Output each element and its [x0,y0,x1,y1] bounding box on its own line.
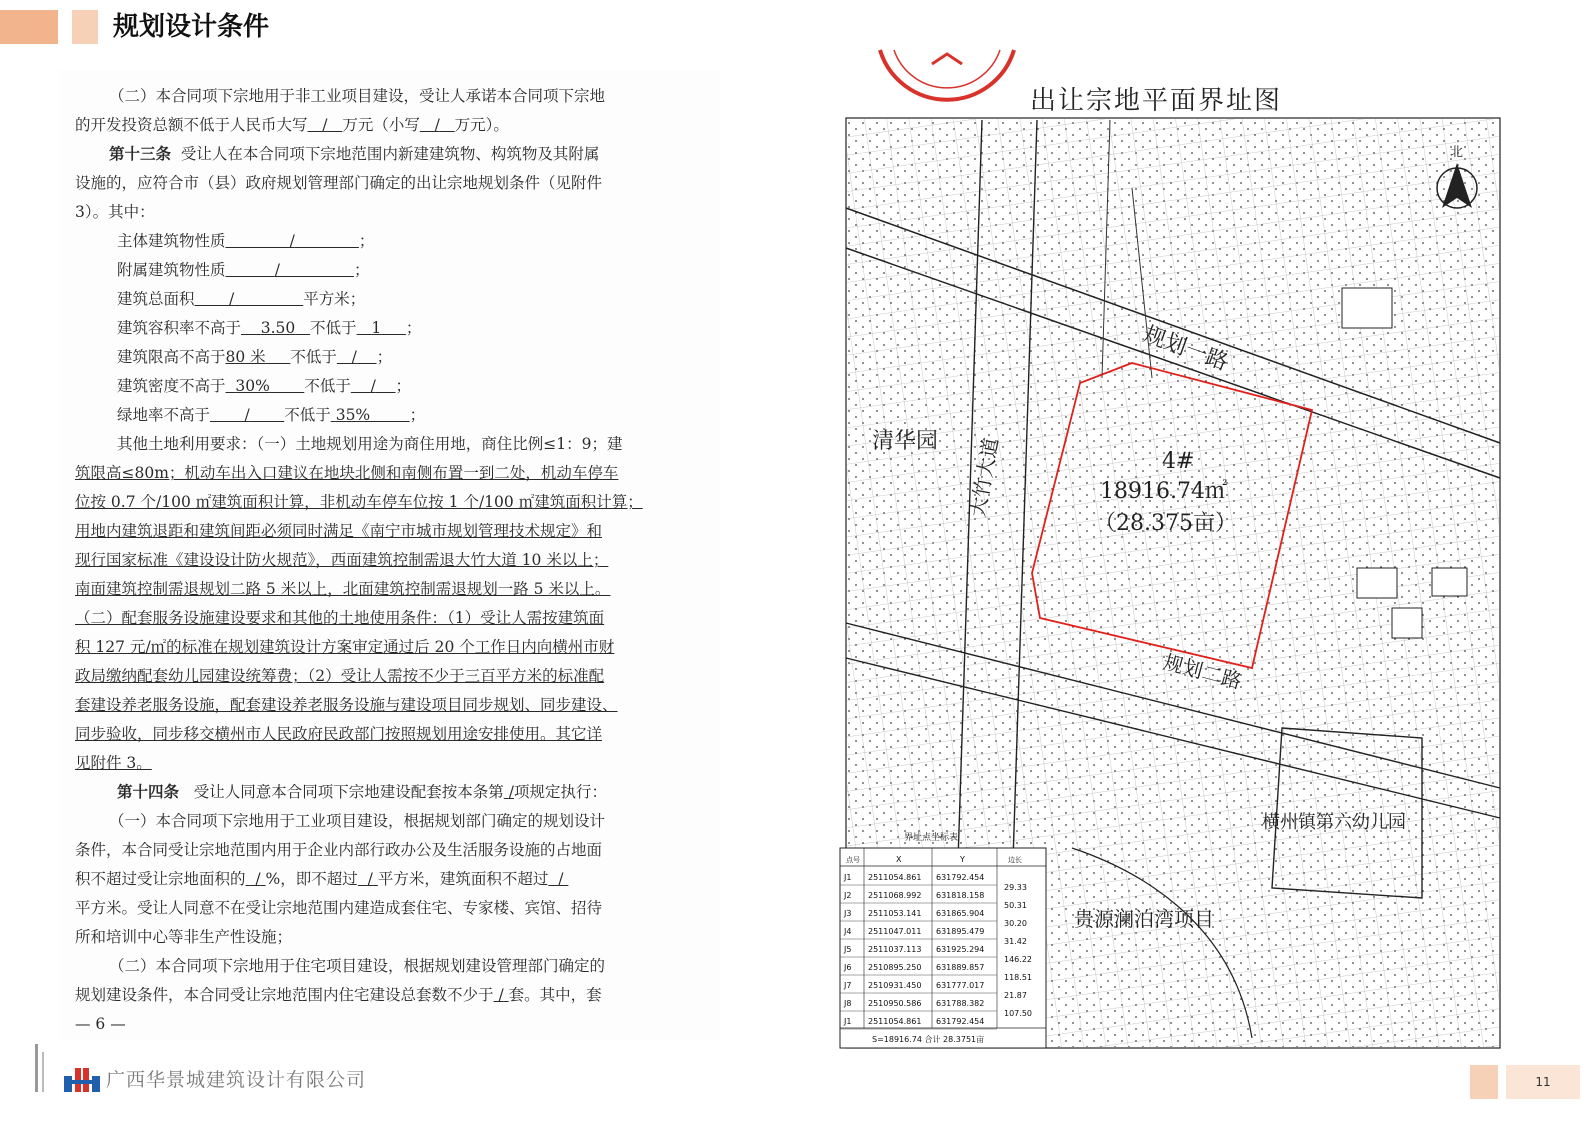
other-req-line8: 积 127 元/㎡的标准在规划建筑设计方案审定通过后 20 个工作日内向横州市财 [75,638,615,656]
blank [195,290,304,308]
table-header-point: 点号 [846,856,860,864]
semicolon: ； [405,319,422,337]
table-cell: J5 [844,945,852,954]
height-row [75,343,705,372]
page-title: 规划设计条件 [113,12,270,42]
blank-value: / [367,870,373,888]
header-accent-bar [0,10,58,44]
table-cell: 2511053.141 [868,909,922,918]
value [226,377,305,395]
blank-value: / [322,116,328,134]
edge-length: 107.50 [1004,1009,1032,1018]
main-nature-row [75,227,705,256]
blank [337,348,377,366]
blank [226,232,359,250]
para-2-line1: （二）本合同项下宗地用于非工业项目建设，受让人承诺本合同项下宗地 [109,87,606,105]
table-cell: 631777.017 [936,981,985,990]
table-cell: J6 [844,963,852,972]
header-accent-square [72,10,98,44]
semicolon: ； [395,377,412,395]
table-cell: J2 [844,891,852,900]
value [226,348,291,366]
other-req-line9: 政局缴纳配套幼儿园建设统筹费；（2）受让人需按不少于三百平方米的标准配 [75,667,605,685]
article-14-line2: （一）本合同项下宗地用于工业项目建设，根据规划部门确定的规划设计 [109,812,606,830]
table-cell: 2510950.586 [868,999,922,1008]
far-row [75,314,705,343]
table-cell: 631818.158 [936,891,985,900]
table-cell: 2510931.450 [868,981,922,990]
blank-value: / [508,783,514,801]
blank [210,406,284,424]
semicolon: ； [353,261,370,279]
label: 附属建筑物性质 [117,261,226,279]
label: 建筑限高不高于 [117,348,226,366]
article-14-heading: 第十四条 [117,783,180,801]
article-14-line1 [75,778,705,807]
table-cell: 631792.454 [936,1017,985,1026]
table-cell: 2511054.861 [868,1017,922,1026]
edge-length: 31.42 [1004,937,1027,946]
label: 不低于 [310,319,357,337]
value [331,406,410,424]
article-14-line8 [75,981,705,1010]
table-cell: 2510895.250 [868,963,922,972]
other-req-line3: 位按 0.7 个/100 ㎡建筑面积计算，非机动车停车位按 1 个/100 ㎡建筑面积计算； [75,493,643,511]
green-min: 35% [335,406,371,424]
edge-length: 146.22 [1004,955,1032,964]
semicolon: ； [349,290,366,308]
article-13-line2: 设施的，应符合市（县）政府规划管理部门确定的出让宗地规划条件（见附件 [75,174,603,192]
footer-divider [42,1052,44,1092]
text: 受让人在本合同项下宗地范围内新建建筑物、构筑物及其附属 [180,145,600,163]
text: 项规定执行： [513,783,607,801]
kindergarten-label: 横州镇第六幼儿园 [1262,812,1406,833]
footer-divider [35,1044,38,1092]
table-cell: 631788.382 [936,999,985,1008]
table-cell: 631895.479 [936,927,985,936]
article-14-line3: 条件，本合同受让宗地范围内用于企业内部行政办公及生活服务设施的占地面 [75,841,603,859]
blank [358,870,378,888]
text: 受让人同意本合同项下宗地建设配套按本条第 [193,783,504,801]
building [1357,568,1397,598]
blank-value: / [434,116,440,134]
road-2-label: 规划二路 [1160,649,1245,694]
blank-value: / [558,870,564,888]
table-cell: J7 [844,981,852,990]
north-label: 北 [1450,145,1464,160]
article-14-line5: 平方米。受让人同意不在受让宗地范围内建造成套住宅、专家楼、宾馆、招待 [75,899,603,917]
table-cell: J1 [844,873,852,882]
table-cell: J4 [844,927,852,936]
table-title: 界址点坐标表 [904,833,959,843]
contract-text [75,82,705,1039]
company-logo-icon [64,1064,100,1092]
table-cell: 631889.857 [936,963,985,972]
parcel-id: 4# [1162,449,1195,474]
article-14-line7: （二）本合同项下宗地用于住宅项目建设，根据规划建设管理部门确定的 [109,957,606,975]
other-req-line2: 筑限高≤80m；机动车出入口建议在地块北侧和南侧布置一到二处，机动车停车 [75,464,619,482]
label: 建筑容积率不高于 [117,319,242,337]
value [241,319,310,337]
unit: 平方米 [303,290,350,308]
density-max: 30% [235,377,270,395]
other-req-line1: 其他土地利用要求：（一）土地规划用途为商住用地，商住比例≤1：9；建 [117,435,623,453]
blank-value: / [351,348,357,366]
semicolon: ； [376,348,393,366]
label: 不低于 [304,377,351,395]
text: 万元（小写 [342,116,420,134]
doc-page-number: — 6 — [75,1015,126,1033]
far-min: 1 [371,319,382,337]
edge-length: 118.51 [1004,973,1032,982]
table-cell: 2511047.011 [868,927,922,936]
text: 积不超过受让宗地面积的 [75,870,246,888]
article-14-line4 [75,865,705,894]
blank [504,783,514,801]
blank [351,377,396,395]
blank-value: / [289,232,295,250]
table-cell: 631925.294 [936,945,985,954]
company-name: 广西华景城建筑设计有限公司 [106,1069,367,1091]
blank [548,870,568,888]
text: 的开发投资总额不低于人民币大写 [75,116,308,134]
table-cell: J8 [844,999,852,1008]
text: 套。其中，套 [508,986,602,1004]
other-req-line11: 同步验收，同步移交横州市人民政府民政部门按照规划用途安排使用。其它详 [75,725,603,743]
table-cell: 631865.904 [936,909,985,918]
table-cell: J1 [844,1017,852,1026]
table-cell: 2511037.113 [868,945,922,954]
blank [246,870,266,888]
far-max: 3.50 [260,319,296,337]
label: 建筑总面积 [117,290,195,308]
avenue-label: 大竹大道 [965,435,1003,519]
label: 主体建筑物性质 [117,232,226,250]
article-13-line1 [75,140,705,169]
footer-accent-square [1470,1065,1498,1099]
other-req-line4: 用地内建筑退距和建筑间距必须同时满足《南宁市城市规划管理技术规定》和 [75,522,603,540]
attached-nature-row [75,256,705,285]
other-req-line5: 现行国家标准《建设设计防火规范》，西面建筑控制需退大竹大道 10 米以上； [75,551,609,569]
height-max: 80 米 [225,348,266,366]
parcel-mu: （28.375亩） [1094,511,1237,536]
table-cell: 2511054.861 [868,873,922,882]
blank [226,261,354,279]
table-cell: 631792.454 [936,873,985,882]
building [1432,568,1467,596]
text: 万元）。 [454,116,509,134]
semicolon: ； [409,406,426,424]
other-req-line12: 见附件 3。 [75,754,152,772]
qinghua-label: 清华园 [872,429,939,454]
green-row [75,401,705,430]
edge-length: 21.87 [1004,991,1027,1000]
text: %，即不超过 [265,870,358,888]
table-footer: S=18916.74 合计 28.3751亩 [872,1035,985,1044]
other-req-line10: 套建设养老服务设施，配套建设养老服务设施与建设项目同步规划、同步建设、 [75,696,618,714]
project-label: 贵源澜泊湾项目 [1074,907,1214,931]
table-cell: 2511068.992 [868,891,922,900]
table-header-x: X [896,855,902,864]
total-area-row [75,285,705,314]
blank [420,116,455,134]
building [1392,608,1422,638]
blank-value: / [274,261,281,279]
blank-value: / [255,870,261,888]
value [357,319,406,337]
coordinate-table [840,831,1046,1048]
map-title: 出让宗地平面界址图 [1030,86,1283,116]
label: 绿地率不高于 [117,406,211,424]
edge-length: 29.33 [1004,883,1027,892]
parcel-boundary-map [832,48,1510,1054]
article-13-line3: 3）。其中： [75,203,155,221]
edge-length: 50.31 [1004,901,1027,910]
para-2-line2 [75,111,705,140]
blank-value: / [229,290,235,308]
table-cell: J3 [844,909,852,918]
article-13-heading: 第十三条 [109,145,172,163]
density-row [75,372,705,401]
road-1-label: 规划一路 [1139,322,1232,376]
official-seal-stamp [872,40,1022,118]
page-number: 11 [1506,1065,1580,1099]
table-header-y: Y [960,855,965,864]
other-req-line6: 南面建筑控制需退规划二路 5 米以上，北面建筑控制需退规划一路 5 米以上。 [75,580,611,598]
label: 建筑密度不高于 [117,377,226,395]
parcel-area: 18916.74㎡ [1100,479,1227,504]
text: 平方米，建筑面积不超过 [377,870,549,888]
edge-length: 30.20 [1004,919,1027,928]
article-14-line6: 所和培训中心等非生产性设施； [75,928,293,946]
blank-value: / [244,406,250,424]
table-header-edge: 边长 [1008,856,1022,864]
blank [308,116,343,134]
blank [494,986,509,1004]
building [1342,288,1392,328]
label: 不低于 [284,406,331,424]
semicolon: ； [358,232,375,250]
text: 规划建设条件，本合同受让宗地范围内住宅建设总套数不少于 [75,986,494,1004]
other-req-line7: （二）配套服务设施建设要求和其他的土地使用条件：（1）受让人需按建筑面 [75,609,605,627]
blank-value: / [370,377,376,395]
blank-value: / [498,986,504,1004]
label: 不低于 [290,348,337,366]
